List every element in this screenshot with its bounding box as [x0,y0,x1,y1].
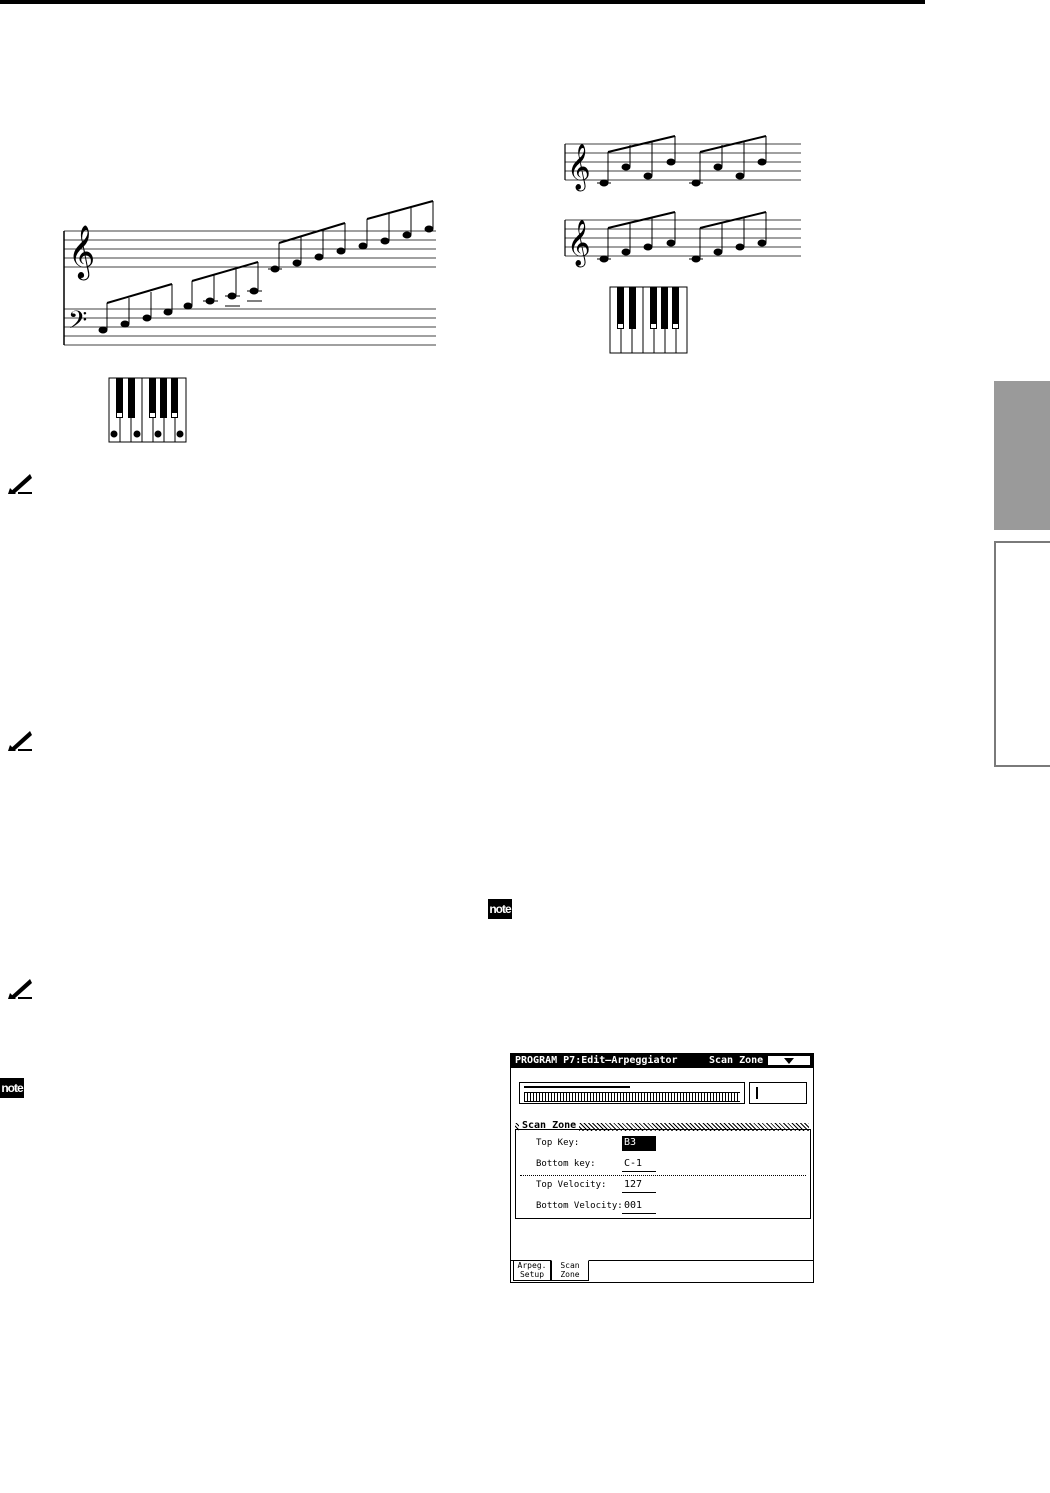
keyboard-strip [524,1092,740,1102]
top-rule [0,0,925,4]
svg-text:𝄞: 𝄞 [567,220,591,266]
svg-text:𝄞: 𝄞 [68,224,96,278]
svg-text:𝄞: 𝄞 [567,144,591,190]
bottom-key-row [536,1155,796,1175]
chevron-down-icon [784,1058,794,1064]
caution-pencil-icon [6,472,34,496]
chapter-tab [994,541,1050,767]
key-range-display [519,1082,745,1104]
tab-bar [511,1260,813,1283]
top-velocity-row [536,1176,796,1196]
caution-pencil-icon [6,977,34,1001]
tab-label: Zone [560,1270,580,1279]
tab-label: Scan [560,1261,580,1270]
treble-staff-1 [563,130,803,190]
bottom-velocity-field[interactable]: 001 [622,1199,656,1214]
lcd-screen [510,1053,814,1283]
caution-pencil-icon [6,729,34,753]
section-title: Scan Zone [519,1120,579,1131]
note-badge-icon: note [0,1078,24,1098]
tab-arpeg-setup[interactable] [513,1261,551,1281]
scan-zone-panel [515,1129,811,1219]
velocity-cursor [756,1087,758,1099]
keyboard-diagram [108,377,190,443]
tab-label: Arpeg. [517,1261,547,1270]
bottom-velocity-row [536,1197,796,1217]
bottom-key-field[interactable]: C-1 [622,1157,656,1172]
param-label: Top Velocity: [536,1180,607,1190]
scan-range-bar [524,1086,630,1088]
velocity-display [749,1082,807,1104]
tab-scan-zone[interactable] [551,1260,589,1281]
page-menu-label: Scan Zone [709,1055,764,1066]
svg-text:𝄢: 𝄢 [68,306,88,341]
keyboard-diagram-2 [609,286,693,354]
page-title: PROGRAM P7:Edit–Arpeggiator [515,1055,678,1066]
param-label: Bottom Velocity: [536,1201,623,1211]
top-key-row [536,1134,796,1154]
chapter-tab-active [994,381,1050,530]
tab-label: Setup [519,1270,545,1279]
treble-staff-2 [563,206,803,266]
param-label: Top Key: [536,1138,580,1148]
lcd-header [511,1054,813,1068]
top-key-field[interactable]: B3 [622,1136,656,1151]
param-label: Bottom key: [536,1159,596,1169]
top-velocity-field[interactable]: 127 [622,1178,656,1193]
grand-staff-notation [60,195,445,345]
page-menu-button[interactable] [767,1055,811,1066]
note-badge-icon: note [488,899,512,919]
